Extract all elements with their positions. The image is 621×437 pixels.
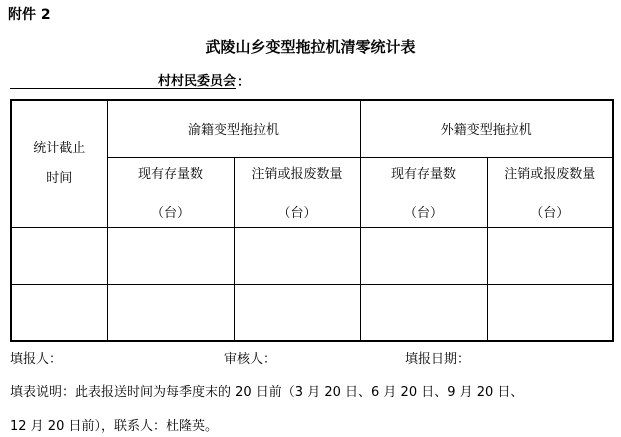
foreign-cancelled-unit: （台） <box>530 206 570 221</box>
local-cancelled-cell[interactable] <box>234 284 360 341</box>
local-cancelled-cell[interactable] <box>234 227 360 284</box>
foreign-existing-cell[interactable] <box>360 227 487 284</box>
village-name-field[interactable] <box>10 70 236 89</box>
foreign-cancelled-cell[interactable] <box>487 227 613 284</box>
foreign-tractor-group-header: 外籍变型拖拉机 <box>360 100 613 157</box>
stat-time-header-line2: 时间 <box>46 170 73 186</box>
fill-date-label: 填报日期： <box>405 352 471 367</box>
foreign-existing-header <box>360 157 487 227</box>
local-existing-unit: （台） <box>150 206 190 221</box>
stat-time-header <box>11 100 107 227</box>
local-tractor-group-header: 渝籍变型拖拉机 <box>107 100 360 157</box>
filler-label: 填报人： <box>10 352 63 367</box>
local-cancelled-unit: （台） <box>277 206 317 221</box>
attachment-label: 附件 2 <box>8 7 51 23</box>
stat-time-cell[interactable] <box>11 227 107 284</box>
foreign-cancelled-header <box>487 157 613 227</box>
local-existing-label: 现有存量数 <box>137 167 203 182</box>
local-existing-header <box>107 157 234 227</box>
village-colon: ： <box>237 75 251 90</box>
foreign-existing-unit: （台） <box>404 206 444 221</box>
foreign-cancelled-label: 注销或报废数量 <box>504 167 596 182</box>
fill-note-line1: 填表说明：此表报送时间为每季度末的 20 日前（3 月 20 日、6 月 20 日、9 月 20 日、 <box>10 385 524 400</box>
table-row <box>11 227 613 284</box>
foreign-existing-cell[interactable] <box>360 284 487 341</box>
table-row <box>11 284 613 341</box>
foreign-existing-label: 现有存量数 <box>391 167 457 182</box>
stat-time-header-line1: 统计截止 <box>33 140 86 156</box>
document-title: 武陵山乡变型拖拉机清零统计表 <box>205 38 416 56</box>
stat-time-cell[interactable] <box>11 284 107 341</box>
statistics-table <box>10 99 614 342</box>
reviewer-label: 审核人： <box>224 352 277 367</box>
local-existing-cell[interactable] <box>107 284 234 341</box>
local-cancelled-label: 注销或报废数量 <box>251 167 343 182</box>
foreign-cancelled-cell[interactable] <box>487 284 613 341</box>
village-label: 村村民委员会 <box>157 74 236 89</box>
fill-note-line2: 12 月 20 日前），联系人：杜隆英。 <box>10 419 218 434</box>
local-cancelled-header <box>234 157 360 227</box>
local-existing-cell[interactable] <box>107 227 234 284</box>
